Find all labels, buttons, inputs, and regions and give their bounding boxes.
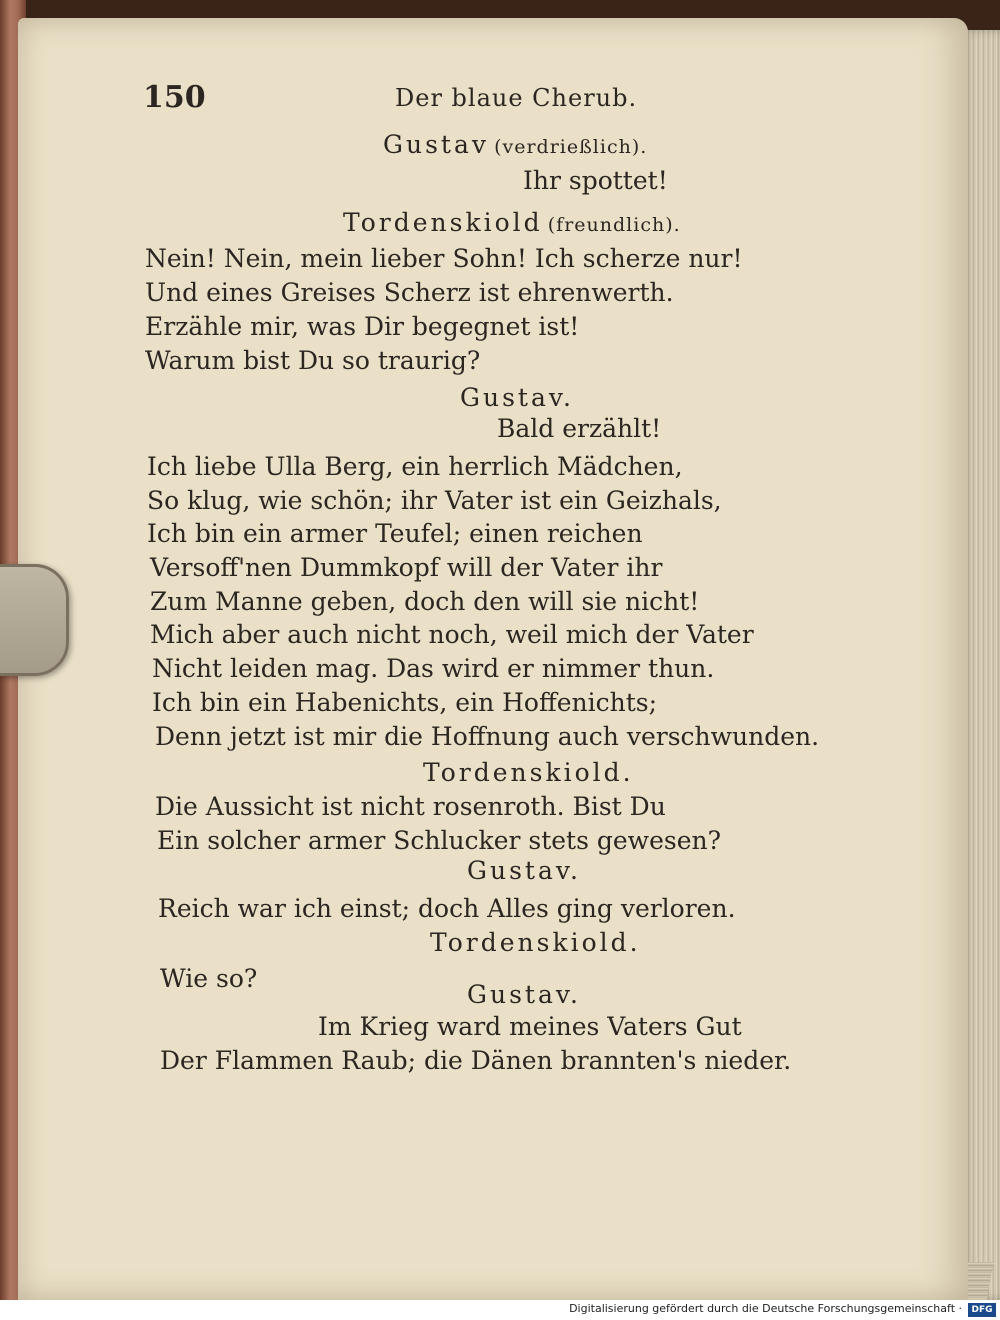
verse-line: Zum Manne geben, doch den will sie nicht! xyxy=(150,587,700,616)
speaker-name: Tordenskiold. xyxy=(430,928,641,957)
speaker-heading xyxy=(343,208,681,237)
verse-line: Reich war ich einst; doch Alles ging verloren. xyxy=(158,894,736,923)
verse-line: Im Krieg ward meines Vaters Gut xyxy=(318,1012,742,1041)
page-number: 150 xyxy=(143,80,206,115)
verse-line: Ich bin ein armer Teufel; einen reichen xyxy=(147,519,643,548)
verse-line: Ich liebe Ulla Berg, ein herrlich Mädchen, xyxy=(147,452,683,481)
verse-line: Denn jetzt ist mir die Hoffnung auch verschwunden. xyxy=(155,722,820,751)
speaker-heading xyxy=(383,130,647,159)
footer-bar xyxy=(0,1300,1000,1320)
stage-direction: (verdrießlich). xyxy=(494,136,648,158)
speaker-name: Tordenskiold. xyxy=(423,758,634,787)
verse-line: Mich aber auch nicht noch, weil mich der Vater xyxy=(150,620,754,649)
verse-line: Ihr spottet! xyxy=(523,166,668,195)
funding-credit: Digitalisierung gefördert durch die Deutsche Forschungsgemeinschaft · xyxy=(569,1302,962,1315)
dfg-logo: DFG xyxy=(968,1303,996,1317)
verse-line: Bald erzählt! xyxy=(497,414,662,443)
speaker-name: Gustav. xyxy=(467,980,581,1009)
page-clip xyxy=(0,564,69,676)
verse-line: Die Aussicht ist nicht rosenroth. Bist Du xyxy=(155,792,666,821)
speaker-name: Tordenskiold xyxy=(343,208,543,237)
verse-line: Warum bist Du so traurig? xyxy=(145,346,481,375)
verse-line: So klug, wie schön; ihr Vater ist ein Geizhals, xyxy=(147,486,722,515)
speaker-name: Gustav. xyxy=(460,383,574,412)
speaker-name: Gustav xyxy=(383,130,489,159)
verse-line: Versoff'nen Dummkopf will der Vater ihr xyxy=(150,553,663,582)
verse-line: Und eines Greises Scherz ist ehrenwerth. xyxy=(145,278,674,307)
verse-line: Erzähle mir, was Dir begegnet ist! xyxy=(145,312,580,341)
verse-line: Der Flammen Raub; die Dänen brannten's nieder. xyxy=(160,1046,792,1075)
verse-line: Nicht leiden mag. Das wird er nimmer thun. xyxy=(152,654,715,683)
running-title: Der blaue Cherub. xyxy=(395,84,638,112)
verse-line: Wie so? xyxy=(160,964,258,993)
speaker-name: Gustav. xyxy=(467,856,581,885)
stage-direction: (freundlich). xyxy=(547,214,681,236)
verse-line: Ein solcher armer Schlucker stets gewesen? xyxy=(157,826,722,855)
verse-line: Nein! Nein, mein lieber Sohn! Ich scherze nur! xyxy=(145,244,743,273)
verse-line: Ich bin ein Habenichts, ein Hoffenichts; xyxy=(152,688,658,717)
